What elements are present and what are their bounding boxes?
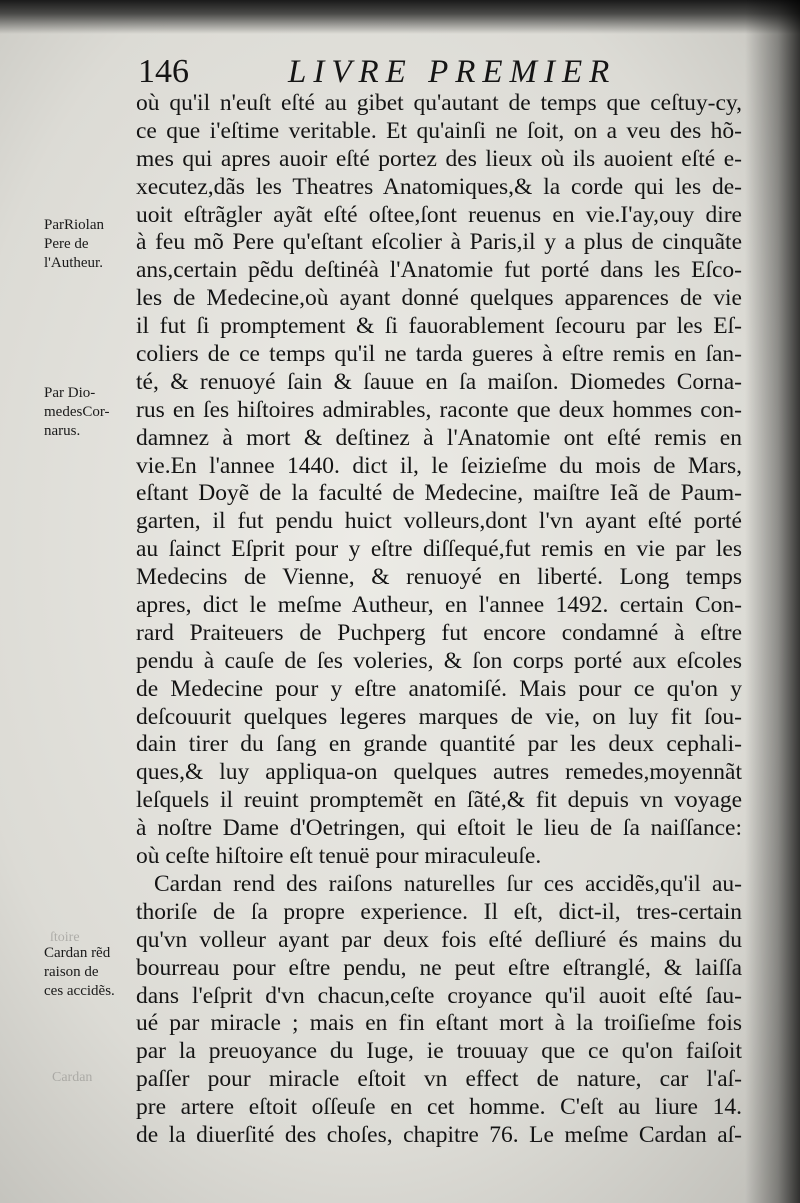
text-line: deſcouurit quelques legeres marques de vie, on luy fit ſou- bbox=[136, 703, 742, 730]
running-title: LIVRE PREMIER bbox=[288, 54, 617, 90]
margin-note-riolan bbox=[44, 216, 134, 273]
text-line: à feu mõ Pere qu'eſtant eſcolier à Paris,il y a plus de cinquãte bbox=[136, 229, 742, 256]
text-line: pendu à cauſe de ſes voleries, & ſon corps porté aux eſcoles bbox=[136, 647, 742, 674]
text-line: Medecins de Vienne, & renuoyé en liberté. Long temps bbox=[136, 564, 742, 591]
margin-note-line: Par Dio- bbox=[44, 385, 96, 401]
margin-note-cardan bbox=[44, 944, 134, 1001]
text-line: ques,& luy appliqua-on quelques autres remedes,moyennãt bbox=[136, 759, 742, 786]
margin-note-line: ParRiolan bbox=[44, 217, 104, 233]
text-line: pre artere eſtoit oſſeuſe en cet homme. C'eſt au liure 14. bbox=[136, 1094, 742, 1121]
text-line: où qu'il n'euſt eſté au gibet qu'autant de temps que ceſtuy-cy, bbox=[136, 90, 742, 116]
text-line: uoit eſtrãgler ayãt eſté oſtee,ſont reuenus en vie.I'ay,ouy dire bbox=[136, 201, 742, 228]
text-line: mes qui apres auoir eſté portez des lieux où ils auoient eſté e- bbox=[136, 145, 742, 172]
text-line: ué par miracle ; mais en fin eſtant mort à la troiſieſme fois bbox=[136, 1010, 742, 1037]
text-line: damnez à mort & deſtinez à l'Anatomie ont eſté remis en bbox=[136, 424, 742, 451]
text-line: au ſainct Eſprit pour y eſtre diſſequé,fut remis en vie par les bbox=[136, 536, 742, 563]
text-line: xecutez,dãs les Theatres Anatomiques,& la corde qui les de- bbox=[136, 173, 742, 200]
margin-note-cornarus bbox=[44, 384, 134, 441]
margin-note-line: Pere de bbox=[44, 236, 89, 252]
text-line: coliers de ce temps qu'il ne tarda gueres à eſtre remis en ſan- bbox=[136, 341, 742, 368]
body-text bbox=[136, 90, 742, 1150]
text-line: vie.En l'annee 1440. dict il, le ſeizieſme du mois de Mars, bbox=[136, 452, 742, 479]
text-line: il fut ſi promptement & ſi fauorablement ſecouru par les Eſ- bbox=[136, 313, 742, 340]
margin-note-line: narus. bbox=[44, 423, 81, 439]
top-page-shadow bbox=[0, 0, 800, 34]
text-line: les de Medecine,où ayant donné quelques apparences de vie bbox=[136, 285, 742, 312]
text-line: paſſer pour miracle eſtoit vn effect de nature, car l'aſ- bbox=[136, 1066, 742, 1093]
margin-note-line: raison de bbox=[44, 964, 99, 980]
text-line: rard Praiteuers de Puchperg fut encore condamné à eſtre bbox=[136, 619, 742, 646]
text-line: bourreau pour eſtre pendu, ne peut eſtre eſtranglé, & laiſſa bbox=[136, 954, 742, 981]
text-line: de la diuerſité des choſes, chapitre 76. Le meſme Cardan aſ- bbox=[136, 1121, 742, 1148]
text-line: à noſtre Dame d'Oetringen, qui eſtoit le lieu de ſa naiſſance: bbox=[136, 815, 742, 842]
text-line: dain tirer du ſang en grande quantité par les deux cephali- bbox=[136, 731, 742, 758]
page-number: 146 bbox=[138, 53, 189, 90]
text-line: où ceſte hiſtoire eſt tenuë pour miraculeuſe. bbox=[136, 843, 542, 870]
text-line: ans,certain pẽdu deſtinéà l'Anatomie fut porté dans les Eſco- bbox=[136, 257, 742, 284]
gutter-shadow bbox=[745, 0, 800, 1203]
margin-note-line: Cardan rẽd bbox=[44, 945, 111, 961]
margin-note-line: medesCor- bbox=[44, 404, 110, 420]
page-header bbox=[138, 52, 738, 92]
text-line: té, & renuoyé ſain & ſauue en ſa maiſon. Diomedes Corna- bbox=[136, 368, 742, 395]
text-line: leſquels il reuint promptemẽt en ſãté,& fit depuis vn voyage bbox=[136, 787, 742, 814]
margin-note-line: ces accidẽs. bbox=[44, 983, 115, 999]
bleed-through-text: Cardan bbox=[52, 1070, 93, 1085]
text-line: apres, dict le meſme Autheur, en l'annee 1492. certain Con- bbox=[136, 592, 742, 619]
text-line: de Medecine pour y eſtre anatomiſé. Mais pour ce qu'on y bbox=[136, 675, 742, 702]
text-line: ce que i'eſtime veritable. Et qu'ainſi ne ſoit, on a veu des hõ- bbox=[136, 117, 742, 144]
text-line: rus en ſes hiſtoires admirables, raconte que deux hommes con- bbox=[136, 396, 742, 423]
text-line: Cardan rend des raiſons naturelles ſur ces accidẽs,qu'il au- bbox=[154, 870, 742, 897]
margin-note-line: l'Autheur. bbox=[44, 255, 103, 271]
text-line: eſtant Doyẽ de la faculté de Medecine, maiſtre Ieã de Paum- bbox=[136, 480, 742, 507]
text-line: garten, il fut pendu huict volleurs,dont l'vn ayant eſté porté bbox=[136, 508, 742, 535]
text-line: qu'vn volleur ayant par deux fois eſté deſliuré és mains du bbox=[136, 926, 742, 953]
bleed-through-text: ſtoire bbox=[50, 930, 80, 945]
text-line: thoriſe de ſa propre experience. Il eſt, dict-il, tres-certain bbox=[136, 898, 742, 925]
text-line: dans l'eſprit d'vn chacun,ceſte croyance qu'il auoit eſté ſau- bbox=[136, 982, 742, 1009]
text-line: par la preuoyance du Iuge, ie trouuay que ce qu'on faiſoit bbox=[136, 1038, 742, 1065]
